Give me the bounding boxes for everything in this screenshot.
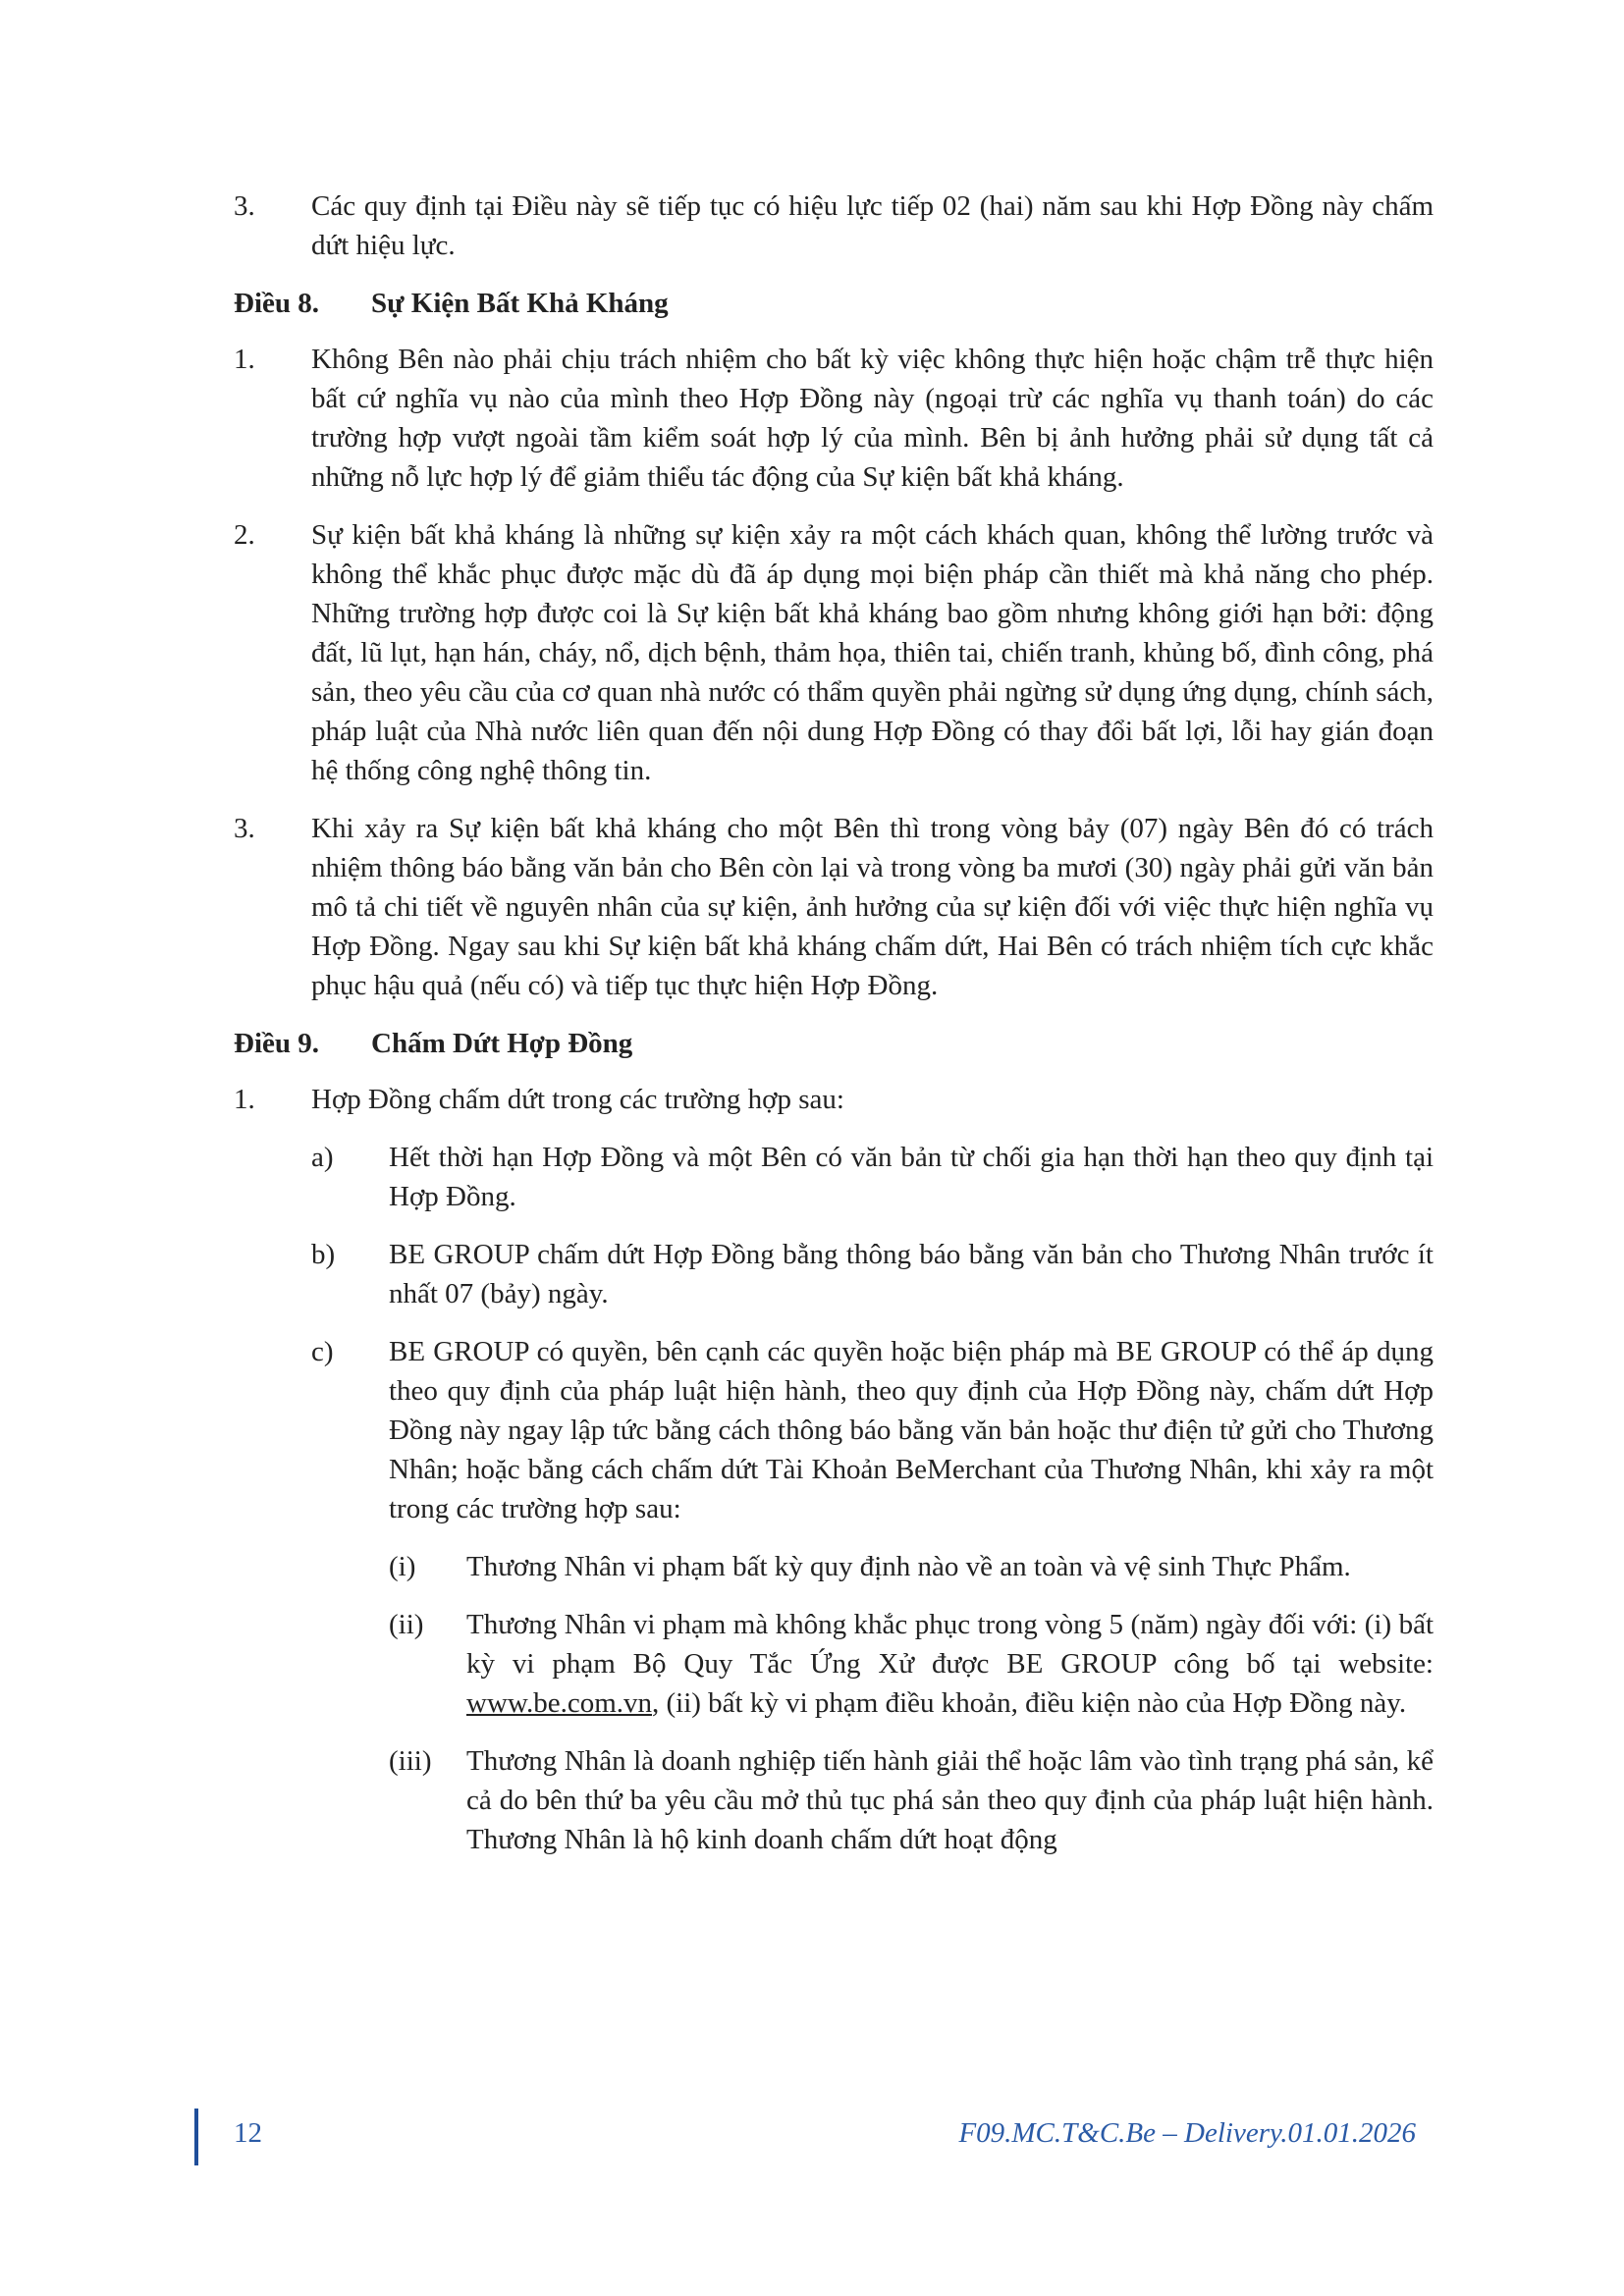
roman-item-text: Thương Nhân vi phạm bất kỳ quy định nào về an toàn và vệ sinh Thực Phẩm. <box>466 1551 1351 1582</box>
clause-8-1 <box>234 340 1434 497</box>
article-title: Chấm Dứt Hợp Đồng <box>371 1028 633 1059</box>
clause-text: Không Bên nào phải chịu trách nhiệm cho bất kỳ việc không thực hiện hoặc chậm trễ thực hiện bất cứ nghĩa vụ nào của mình theo Hợp Đồng này (ngoại trừ các nghĩa vụ thanh toán) do các trường hợp vượt ngoài tầm kiểm soát hợp lý của mình. Bên bị ảnh hưởng phải sử dụng tất cả những nỗ lực hợp lý để giảm thiểu tác động của Sự kiện bất khả kháng. <box>311 344 1434 493</box>
clause-8-3 <box>234 809 1434 1005</box>
clause-8-2 <box>234 515 1434 790</box>
clause-text: Sự kiện bất khả kháng là những sự kiện xảy ra một cách khách quan, không thể lường trước và không thể khắc phục được mặc dù đã áp dụng mọi biện pháp cần thiết mà khả năng cho phép. Những trường hợp được coi là Sự kiện bất khả kháng bao gồm nhưng không giới hạn bởi: động đất, lũ lụt, hạn hán, cháy, nổ, dịch bệnh, thảm họa, thiên tai, chiến tranh, khủng bố, đình công, phá sản, theo yêu cầu của cơ quan nhà nước có thẩm quyền phải ngừng sử dụng ứng dụng, chính sách, pháp luật của Nhà nước liên quan đến nội dung Hợp Đồng có thay đổi bất lợi, lỗi hay gián đoạn hệ thống công nghệ thông tin. <box>311 519 1434 786</box>
clause-number: 1. <box>234 344 255 375</box>
roman-numeral: (iii) <box>389 1745 432 1777</box>
clause-9-1-c-i <box>389 1547 1434 1586</box>
article-9-heading <box>234 1024 1434 1063</box>
clause-text: Các quy định tại Điều này sẽ tiếp tục có hiệu lực tiếp 02 (hai) năm sau khi Hợp Đồng này chấm dứt hiệu lực. <box>311 190 1434 261</box>
clause-number: 1. <box>234 1084 255 1115</box>
roman-item-text: Thương Nhân là doanh nghiệp tiến hành giải thể hoặc lâm vào tình trạng phá sản, kể cả do bên thứ ba yêu cầu mở thủ tục phá sản theo quy định của pháp luật hiện hành. Thương Nhân là hộ kinh doanh chấm dứt hoạt động <box>466 1745 1434 1855</box>
clause-9-1-c-ii <box>389 1605 1434 1723</box>
article-title: Sự Kiện Bất Khả Kháng <box>371 288 669 319</box>
roman-item-text-end: , (ii) bất kỳ vi phạm điều khoản, điều kiện nào của Hợp Đồng này. <box>652 1687 1407 1719</box>
article-8-heading <box>234 284 1434 323</box>
page-content <box>234 187 1434 1878</box>
roman-numeral: (i) <box>389 1551 416 1582</box>
footer-accent-bar <box>194 2109 198 2165</box>
article-number: Điều 8. <box>234 288 319 319</box>
clause-9-1 <box>234 1080 1434 1119</box>
subclause-letter: b) <box>311 1239 336 1270</box>
clause-number: 3. <box>234 813 255 844</box>
clause-number: 3. <box>234 190 255 222</box>
subclause-text: BE GROUP chấm dứt Hợp Đồng bằng thông báo bằng văn bản cho Thương Nhân trước ít nhất 07 (bảy) ngày. <box>389 1239 1434 1309</box>
subclause-text: Hết thời hạn Hợp Đồng và một Bên có văn bản từ chối gia hạn thời hạn theo quy định tại Hợp Đồng. <box>389 1142 1434 1212</box>
clause-text: Khi xảy ra Sự kiện bất khả kháng cho một Bên thì trong vòng bảy (07) ngày Bên đó có trách nhiệm thông báo bằng văn bản cho Bên còn lại và trong vòng ba mươi (30) ngày phải gửi văn bản mô tả chi tiết về nguyên nhân của sự kiện, ảnh hưởng của sự kiện đối với việc thực hiện nghĩa vụ Hợp Đồng. Ngay sau khi Sự kiện bất khả kháng chấm dứt, Hai Bên có trách nhiệm tích cực khắc phục hậu quả (nếu có) và tiếp tục thực hiện Hợp Đồng. <box>311 813 1434 1001</box>
page-number: 12 <box>234 2117 262 2149</box>
subclause-letter: c) <box>311 1336 334 1367</box>
clause-9-1-b <box>311 1235 1434 1313</box>
clause-text: Hợp Đồng chấm dứt trong các trường hợp sau: <box>311 1084 844 1115</box>
website-link[interactable]: www.be.com.vn <box>466 1687 652 1719</box>
article-number: Điều 9. <box>234 1028 319 1059</box>
clause-9-1-c <box>311 1332 1434 1528</box>
clause-9-1-c-iii <box>389 1741 1434 1859</box>
clause-7-3 <box>234 187 1434 265</box>
subclause-text: BE GROUP có quyền, bên cạnh các quyền hoặc biện pháp mà BE GROUP có thể áp dụng theo quy định của pháp luật hiện hành, theo quy định của Hợp Đồng này, chấm dứt Hợp Đồng này ngay lập tức bằng cách thông báo bằng văn bản hoặc thư điện tử gửi cho Thương Nhân; hoặc bằng cách chấm dứt Tài Khoản BeMerchant của Thương Nhân, khi xảy ra một trong các trường hợp sau: <box>389 1336 1434 1524</box>
subclause-letter: a) <box>311 1142 334 1173</box>
document-code: F09.MC.T&C.Be – Delivery.01.01.2026 <box>958 2117 1416 2149</box>
roman-item-text-start: Thương Nhân vi phạm mà không khắc phục trong vòng 5 (năm) ngày đối với: (i) bất kỳ vi phạm Bộ Quy Tắc Ứng Xử được BE GROUP công bố tại website: <box>466 1609 1434 1680</box>
clause-number: 2. <box>234 519 255 551</box>
roman-numeral: (ii) <box>389 1609 424 1640</box>
clause-9-1-a <box>311 1138 1434 1216</box>
